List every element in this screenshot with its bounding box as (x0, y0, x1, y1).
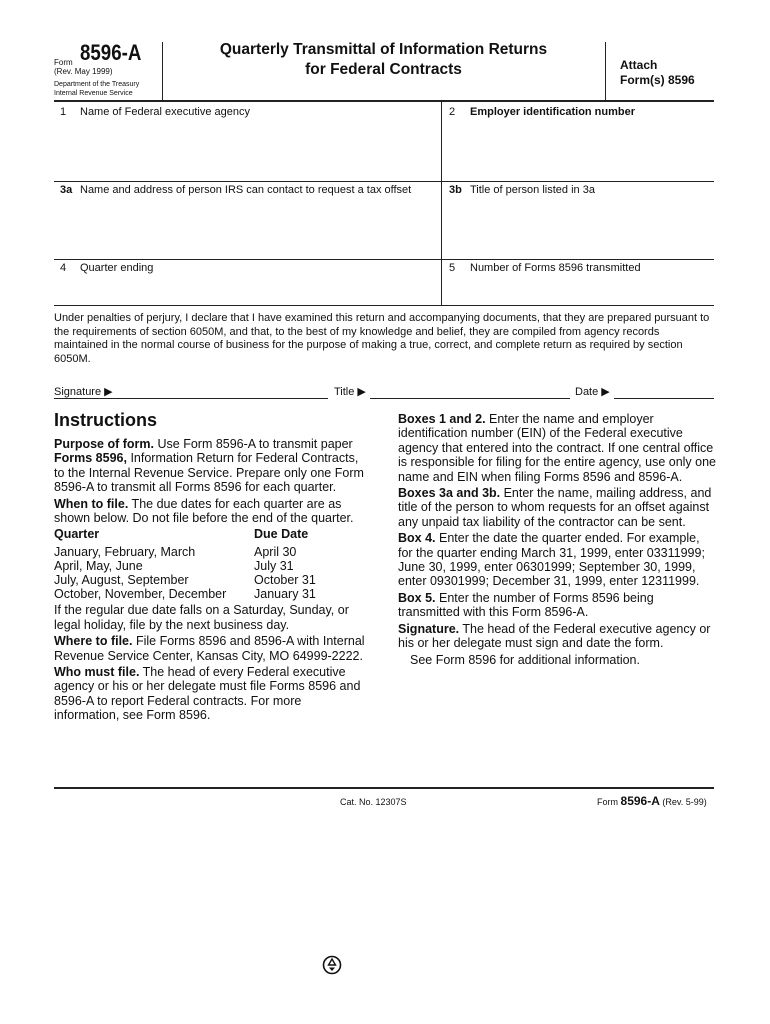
ein-input[interactable] (444, 121, 712, 179)
quarter-ending-input[interactable] (56, 277, 439, 303)
field-5-number: 5 (449, 262, 456, 274)
signature-line (118, 398, 328, 399)
field-5-label: Number of Forms 8596 transmitted (470, 262, 641, 274)
rule-row-2 (54, 259, 714, 260)
dept-line-1: Department of the Treasury (54, 81, 140, 88)
contact-title-input[interactable] (444, 199, 712, 257)
footer-form-number: 8596-A (620, 794, 660, 808)
agency-name-input[interactable] (56, 121, 439, 179)
rule-top (54, 100, 714, 102)
footer-revision: (Rev. 5-99) (662, 797, 707, 807)
revision: (Rev. May 1999) (54, 67, 113, 76)
who-heading: Who must file. (54, 665, 140, 680)
instructions-right-column (398, 412, 716, 669)
quarter-cell: July, August, September (54, 573, 189, 588)
contact-person-input[interactable] (56, 199, 439, 257)
recycle-icon (322, 955, 342, 975)
attach-line-1: Attach (620, 58, 658, 72)
boxes-1-2-paragraph (398, 412, 716, 484)
purpose-form-ref: Forms 8596, (54, 451, 127, 466)
form-word: Form (54, 58, 73, 67)
date-line (614, 398, 714, 399)
title-line-1: Quarterly Transmittal of Information Returns (219, 41, 548, 58)
see-more-paragraph: See Form 8596 for additional information. (410, 652, 640, 667)
box-5-text: Enter the number of Forms 8596 being transmitted with this Form 8596-A. (398, 590, 654, 620)
signature-input[interactable] (118, 378, 328, 398)
due-cell: October 31 (254, 573, 316, 588)
date-input[interactable] (614, 378, 714, 398)
footer-rule (54, 787, 714, 789)
box-4-paragraph (398, 531, 716, 589)
holiday-paragraph: If the regular due date falls on a Saturday, Sunday, or legal holiday, file by the next business day. (54, 603, 349, 632)
title-line (370, 398, 570, 399)
purpose-heading: Purpose of form. (54, 437, 155, 451)
due-cell: April 30 (254, 544, 297, 559)
quarter-cell: October, November, December (54, 587, 227, 602)
boxes-3-paragraph (398, 486, 716, 529)
who-paragraph (54, 665, 370, 723)
date-label: Date ▶ (575, 386, 610, 398)
purpose-text-b: Information Return for Federal Contracts, to the Internal Revenue Service. Prepare only one Form 8596-A to transmit all Forms 8596 for each quarter. (54, 451, 364, 495)
field-3a-label: Name and address of person IRS can contact to request a tax offset (80, 184, 412, 196)
where-text: File Forms 8596 and 8596-A with Internal Revenue Service Center, Kansas City, MO 64999-2222. (54, 634, 365, 663)
purpose-text-a: Use Form 8596-A to transmit paper (154, 437, 353, 451)
signature-heading: Signature. (398, 621, 460, 636)
box-5-paragraph (398, 591, 716, 620)
where-paragraph (54, 634, 370, 663)
box-4-text: Enter the date the quarter ended. For example, for the quarter ending March 31, 1999, enter 03311999; June 30, 1999, enter 06301999; September 30, 1999, enter 09301999; December 31, 1999, enter 12311999. (398, 531, 705, 589)
who-text: The head of every Federal executive agency or his or her delegate must file Forms 8596 and 8596-A to report Federal contracts. For more information, see Form 8596. (54, 665, 361, 723)
rule-row-1 (54, 181, 714, 182)
footer-form-word: Form (597, 797, 618, 807)
signer-title-input[interactable] (370, 378, 570, 398)
signature-label: Signature ▶ (54, 386, 113, 398)
instructions-heading: Instructions (54, 410, 158, 430)
title-label: Title ▶ (334, 386, 366, 398)
attach-note (620, 58, 695, 88)
due-cell: January 31 (254, 587, 316, 602)
grid-divider (441, 101, 442, 305)
field-3b-label: Title of person listed in 3a (470, 184, 595, 196)
purpose-paragraph (54, 437, 370, 495)
quarter-cell: January, February, March (54, 544, 196, 559)
when-heading: When to file. (54, 496, 129, 511)
quarter-cell: April, May, June (54, 558, 143, 573)
field-3a-number: 3a (60, 184, 73, 196)
header-divider-right (605, 42, 606, 100)
field-2-number: 2 (449, 106, 456, 118)
field-4-number: 4 (60, 262, 67, 274)
when-paragraph (54, 497, 370, 526)
due-date-row (54, 587, 370, 601)
form-number: 8596-A (80, 40, 142, 65)
due-dates-header (54, 527, 370, 541)
forms-count-input[interactable] (444, 277, 712, 303)
signature-rule-left (54, 398, 118, 399)
perjury-statement: Under penalties of perjury, I declare that I have examined this return and accompanying documents, that they are prepared pursuant to the requirements of section 6050M, and that, to the best of my knowledge and belief, they are compiled from agency records maintained in the normal course of business for the purpose of making a true, correct, and complete return as required by section 6050M. (54, 312, 710, 365)
field-1-number: 1 (60, 106, 67, 118)
footer-form-id (597, 794, 707, 808)
due-date-row (54, 559, 370, 573)
boxes-3-heading: Boxes 3a and 3b. (398, 486, 501, 501)
boxes-1-2-heading: Boxes 1 and 2. (398, 412, 486, 426)
signature-paragraph (398, 622, 716, 651)
attach-line-2: Form(s) 8596 (620, 73, 695, 87)
when-text: The due dates for each quarter are as shown below. Do not file before the end of the quarter. (54, 496, 354, 526)
due-cell: July 31 (254, 558, 294, 573)
where-heading: Where to file. (54, 634, 133, 649)
title-line-2: for Federal Contracts (305, 61, 462, 78)
form-title (162, 40, 605, 80)
due-date-row (54, 573, 370, 587)
rule-row-3 (54, 305, 714, 306)
boxes-1-2-text: Enter the name and employer identification number (EIN) of the Federal executive agency that entered into the contract. If one central office is responsible for filing for the entire agency, use only one name and EIN when filing Forms 8596 and 8596-A. (398, 412, 717, 484)
field-4-label: Quarter ending (80, 262, 154, 274)
field-1-label: Name of Federal executive agency (80, 106, 250, 118)
boxes-3-text: Enter the name, mailing address, and title of the person to whom requests for an offset against any unpaid tax liability of the contractor can be sent. (398, 486, 712, 529)
catalog-number: Cat. No. 12307S (340, 797, 407, 807)
box-4-heading: Box 4. (398, 531, 436, 546)
due-date-row (54, 545, 370, 559)
box-5-heading: Box 5. (398, 590, 436, 605)
signature-text: The head of the Federal executive agency or his or her delegate must sign and date the form. (398, 621, 711, 651)
due-date-column-header: Due Date (254, 527, 309, 542)
field-2-label: Employer identification number (470, 106, 636, 118)
quarter-column-header: Quarter (54, 527, 100, 542)
field-3b-number: 3b (449, 184, 462, 196)
dept-line-2: Internal Revenue Service (54, 90, 133, 97)
instructions-left-column (54, 437, 370, 725)
